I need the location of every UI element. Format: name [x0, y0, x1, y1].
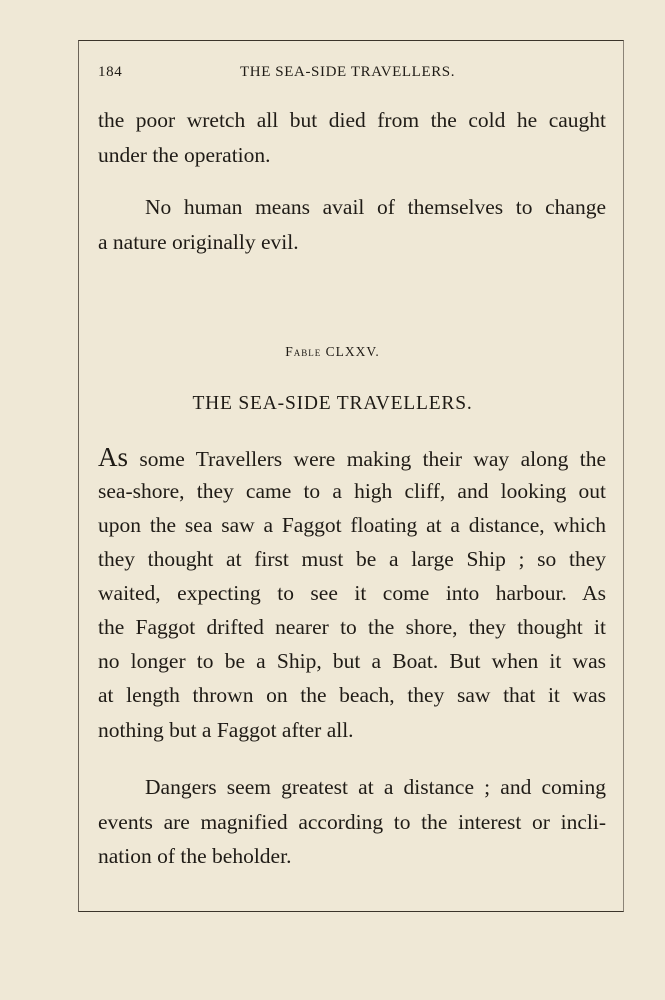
text-line: they thought at first must be a large Ship ; so they	[98, 547, 606, 571]
moral-line: nation of the beholder.	[98, 844, 292, 868]
text-line: sea-shore, they came to a high cliff, and looking out	[98, 479, 606, 503]
text-line: no longer to be a Ship, but a Boat. But when it was	[98, 649, 606, 673]
first-line-text: some Travellers were making their way along the	[128, 447, 606, 471]
text-line: waited, expecting to see it come into harbour. As	[98, 581, 606, 605]
drop-capital: As	[98, 442, 129, 472]
fable-number	[0, 344, 665, 360]
text-line: nothing but a Faggot after all.	[98, 718, 354, 742]
fable-title: THE SEA-SIDE TRAVELLERS.	[192, 393, 473, 414]
text-line: under the operation.	[98, 143, 271, 167]
text-line: at length thrown on the beach, they saw that it was	[98, 683, 606, 707]
moral-line: Dangers seem greatest at a distance ; and coming	[145, 775, 606, 799]
moral-line: a nature originally evil.	[98, 230, 299, 254]
running-title: THE SEA-SIDE TRAVELLERS.	[240, 64, 456, 80]
page-number: 184	[98, 64, 123, 80]
moral-line: events are magnified according to the interest or incli-	[98, 810, 606, 834]
text-line: the Faggot drifted nearer to the shore, they thought it	[98, 615, 606, 639]
text-line-first	[98, 440, 606, 474]
text-line: the poor wretch all but died from the cold he caught	[98, 108, 606, 132]
moral-line: No human means avail of themselves to change	[145, 195, 606, 219]
text-line: upon the sea saw a Faggot floating at a distance, which	[98, 513, 606, 537]
fable-number-text: Fable CLXXV.	[285, 344, 380, 359]
